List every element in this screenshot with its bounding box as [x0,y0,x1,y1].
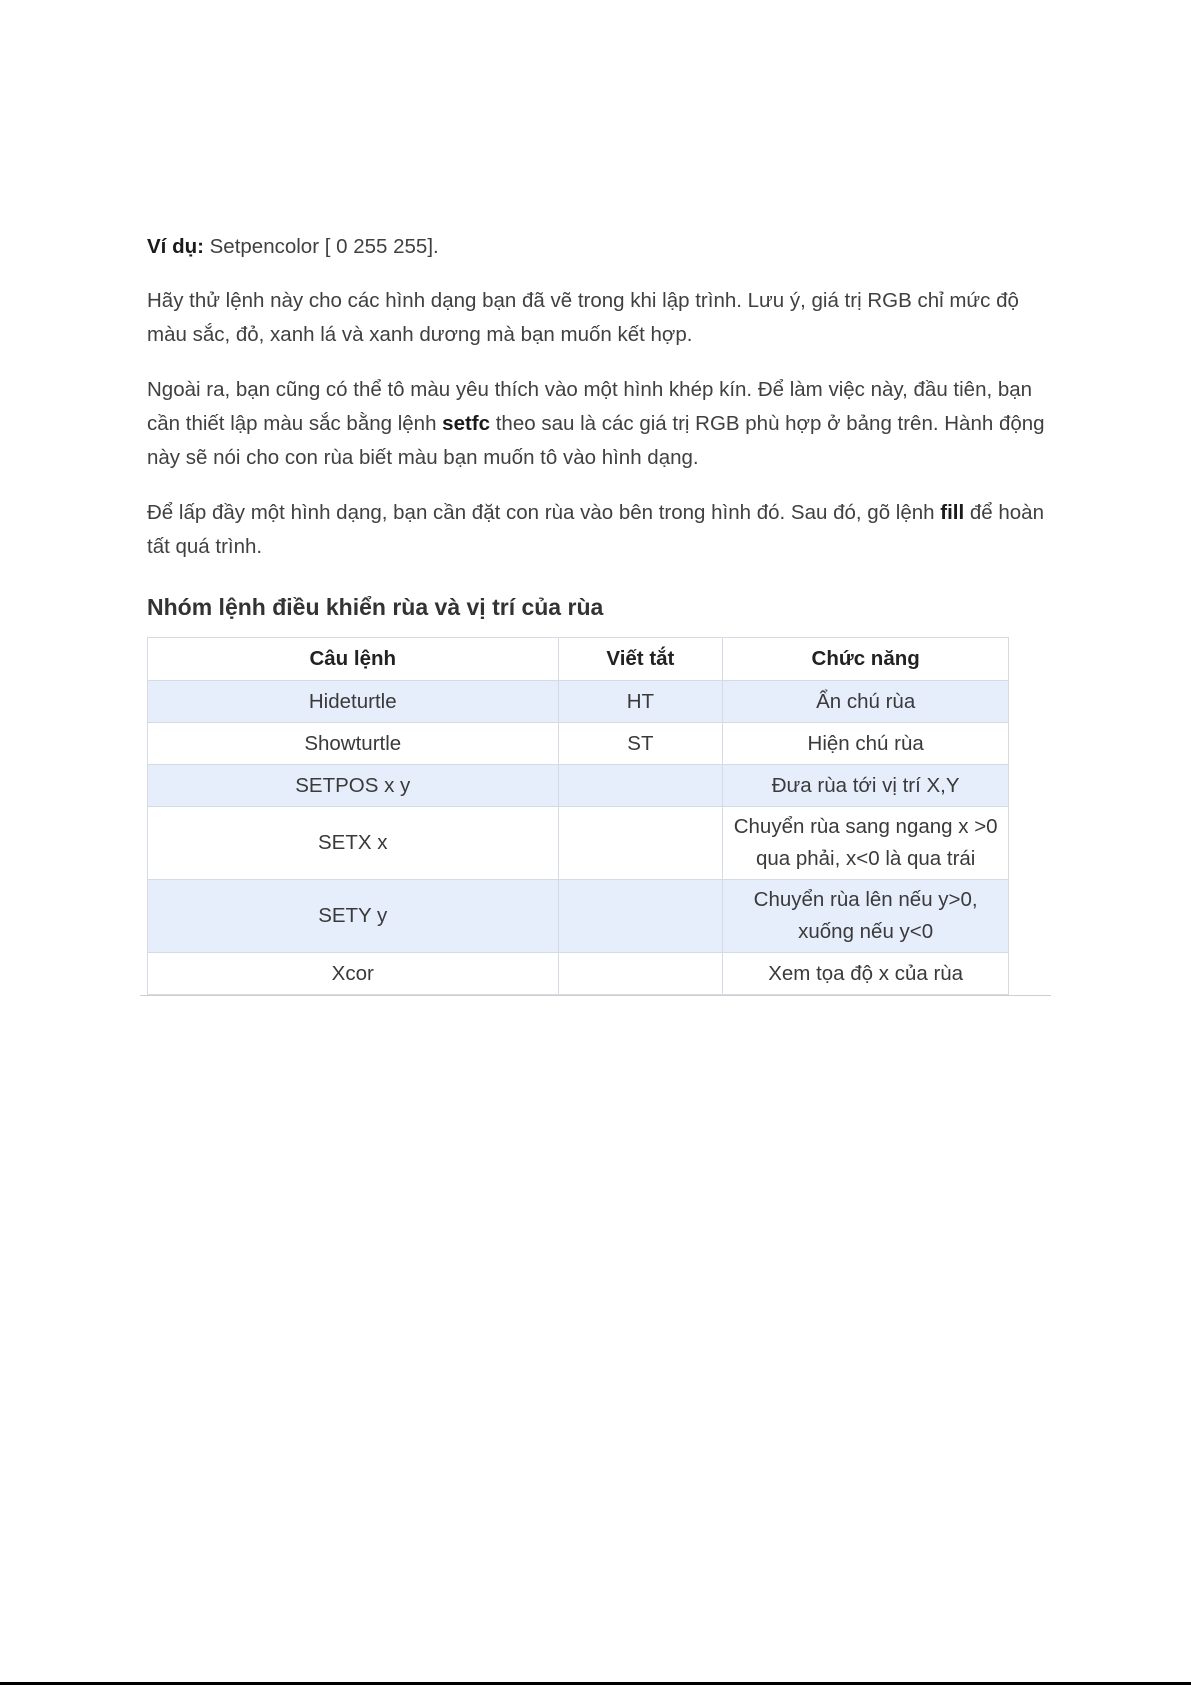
cell-command: SETY y [148,880,559,953]
setfc-command: setfc [442,412,491,435]
cell-abbreviation: ST [558,723,723,765]
fill-paragraph [147,496,1052,564]
table-row [148,765,1009,807]
fill-text-after: để hoàn tất quá trình. [147,501,1044,558]
table-row [148,681,1009,723]
cell-abbreviation [558,880,723,953]
table-header-row [148,638,1009,681]
header-command: Câu lệnh [148,638,559,681]
table-row [148,807,1009,880]
cell-function: Chuyển rùa sang ngang x >0 qua phải, x<0 là qua trái [723,807,1009,880]
cell-function: Chuyển rùa lên nếu y>0, xuống nếu y<0 [723,880,1009,953]
cell-command: Hideturtle [148,681,559,723]
cell-function: Hiện chú rùa [723,723,1009,765]
fill-color-paragraph [147,373,1052,475]
cell-function: Ẩn chú rùa [723,681,1009,723]
cell-command: SETX x [148,807,559,880]
section-heading: Nhóm lệnh điều khiển rùa và vị trí của rùa [147,594,604,620]
fill-text-before: Để lấp đầy một hình dạng, bạn cần đặt con rùa vào bên trong hình đó. Sau đó, gõ lệnh [147,501,941,524]
cell-abbreviation: HT [558,681,723,723]
table-row [148,723,1009,765]
table-row [148,953,1009,995]
example-paragraph [147,230,1052,264]
cell-abbreviation [558,953,723,995]
cell-abbreviation [558,807,723,880]
cell-function: Xem tọa độ x của rùa [723,953,1009,995]
table-row [148,880,1009,953]
cell-function: Đưa rùa tới vị trí X,Y [723,765,1009,807]
fill-color-text-before: Ngoài ra, bạn cũng có thể tô màu yêu thích vào một hình khép kín. Để làm việc này, đầu tiên, bạn cần thiết lập màu sắc bằng lệnh [147,378,1033,435]
example-text: Setpencolor [ 0 255 255]. [203,235,439,258]
cell-abbreviation [558,765,723,807]
cell-command: Xcor [148,953,559,995]
header-function: Chức năng [723,638,1009,681]
fill-command: fill [940,501,965,524]
cell-command: SETPOS x y [148,765,559,807]
command-table [147,637,1009,995]
example-label: Ví dụ: [147,235,204,258]
command-table-wrapper [140,637,1051,996]
cell-command: Showturtle [148,723,559,765]
fill-color-text-after: theo sau là các giá trị RGB phù hợp ở bảng trên. Hành động này sẽ nói cho con rùa biết màu bạn muốn tô vào hình dạng. [147,412,1045,469]
try-command-paragraph: Hãy thử lệnh này cho các hình dạng bạn đã vẽ trong khi lập trình. Lưu ý, giá trị RGB chỉ mức độ màu sắc, đỏ, xanh lá và xanh dương mà bạn muốn kết hợp. [147,289,1019,346]
header-abbreviation: Viết tắt [558,638,723,681]
